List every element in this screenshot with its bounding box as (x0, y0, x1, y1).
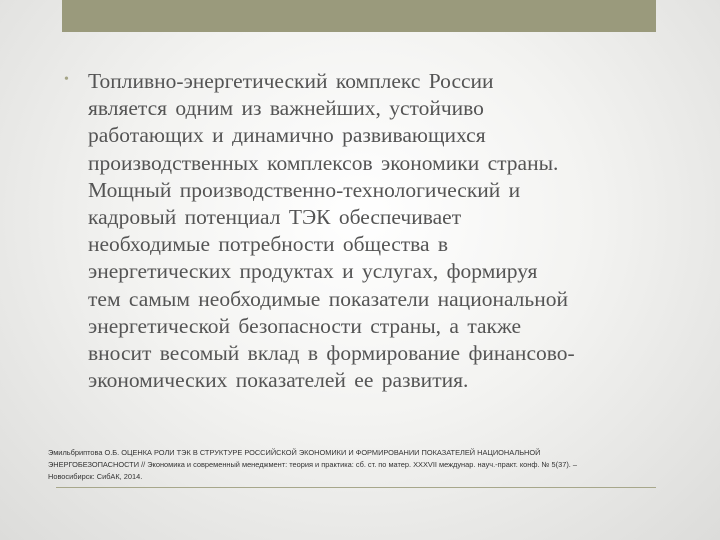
bullet-line: энергетической безопасности страны, а также (88, 313, 522, 338)
bullet-paragraph (88, 68, 664, 394)
footnote-line: ЭНЕРГОБЕЗОПАСНОСТИ // Экономика и современный менеджмент: теория и практика: сб. ст. по матер. XXXVII междунар. науч.-практ. конф. № 5(37). – (48, 459, 577, 469)
bullet-line: Топливно-энергетический комплекс России (88, 69, 494, 93)
bullet-line: энергетических продуктах и услугах, формируя (88, 259, 538, 284)
citation-footnote (48, 447, 664, 482)
bullet-line: экономических показателей ее развития. (88, 368, 469, 393)
bullet-line: вносит весомый вклад в формирование финансово- (88, 341, 575, 366)
bottom-divider (56, 487, 656, 488)
footnote-line: Новосибирск: СибАК, 2014. (48, 471, 143, 481)
bullet-line: производственных комплексов экономики страны. (88, 150, 559, 175)
bullet-line: работающих и динамично развивающихся (88, 123, 486, 148)
bullet-block (64, 68, 664, 394)
bullet-marker: • (64, 72, 69, 87)
bullet-line: тем самым необходимые показатели национальной (88, 286, 568, 311)
top-decorative-band (62, 0, 656, 32)
bullet-line: является одним из важнейших, устойчиво (88, 96, 484, 121)
bullet-line: Мощный производственно-технологический и (88, 177, 521, 202)
bullet-line: кадровый потенциал ТЭК обеспечивает (88, 205, 462, 230)
bullet-line: необходимые потребности общества в (88, 232, 449, 257)
footnote-line: Эмильбриптова О.Б. ОЦЕНКА РОЛИ ТЭК В СТРУКТУРЕ РОССИЙСКОЙ ЭКОНОМИКИ И ФОРМИРОВАНИИ ПОКАЗАТЕЛЕЙ НАЦИОНАЛЬНОЙ (48, 448, 541, 457)
